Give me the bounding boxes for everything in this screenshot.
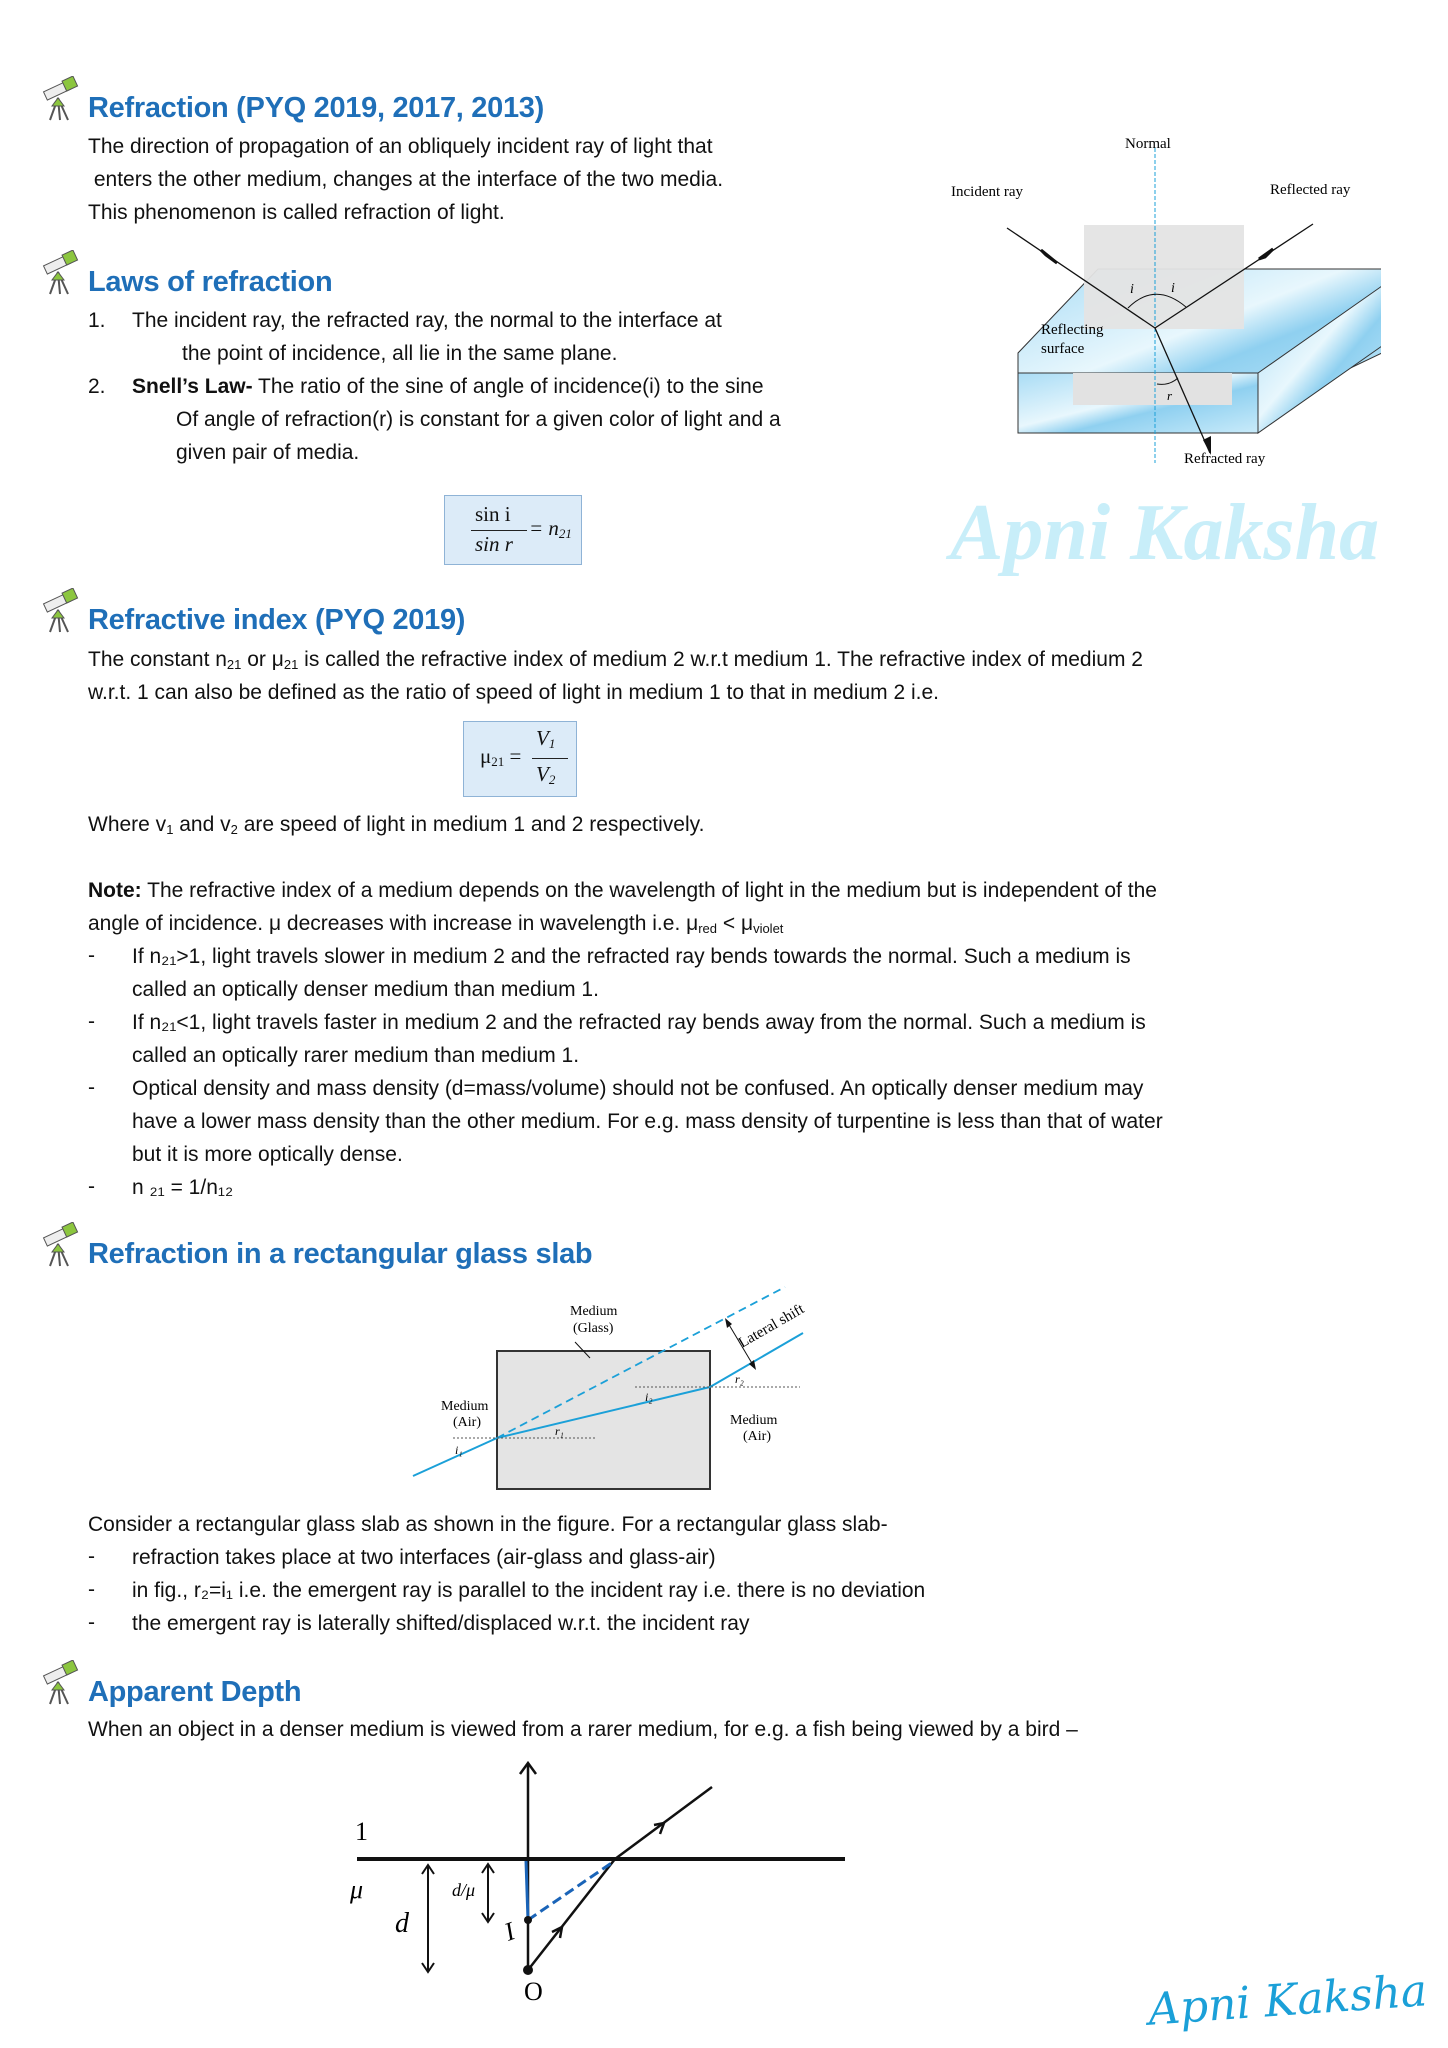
angle-label: i₁ [455, 1443, 463, 1457]
bullet-dash: - [88, 1611, 95, 1634]
paragraph-line: enters the other medium, changes at the interface of the two media. [88, 168, 724, 191]
angle-i-label: i [1130, 282, 1134, 297]
text: The ratio of the sine of angle of incidence(i) to the sine [252, 375, 764, 398]
heading-glass-slab: Refraction in a rectangular glass slab [88, 1238, 593, 1270]
bullet-line: but it is more optically dense. [132, 1143, 403, 1166]
medium-air-label: Medium [441, 1399, 489, 1414]
list-item-line: The incident ray, the refracted ray, the normal to the interface at [132, 309, 722, 332]
bullet-line: the emergent ray is laterally shifted/displaced w.r.t. the incident ray [132, 1612, 750, 1635]
list-item-line: given pair of media. [176, 441, 360, 464]
object-label: O [524, 1977, 543, 2006]
formula-denominator: sin r [475, 532, 513, 556]
bullet-dash: - [88, 1578, 95, 1601]
telescope-icon [38, 1222, 84, 1268]
bullet-line: have a lower mass density than the other medium. For e.g. mass density of turpentine is less than that of water [132, 1110, 1163, 1133]
paragraph-line: The constant $n_{21}$ or $\mu_{21}$ is called the refractive index of medium 2 w.r.t medium 1. The refractive index of medium 2 [88, 648, 1143, 672]
bullet-dash: - [88, 1010, 95, 1033]
surface-label: Reflecting [1041, 322, 1104, 338]
formula-numerator: $V_1$ [536, 726, 556, 751]
medium-air-label: Medium [730, 1413, 778, 1428]
incident-ray-label: Incident ray [951, 184, 1024, 200]
refractive-index-formula [463, 721, 577, 797]
telescope-icon [38, 76, 84, 122]
bullet-line: n ₂₁ = 1/n₁₂ [132, 1176, 234, 1199]
snells-law-formula [444, 495, 582, 565]
paragraph-line: Consider a rectangular glass slab as shown in the figure. For a rectangular glass slab- [88, 1513, 888, 1536]
snells-law-label: Snell’s Law- [132, 375, 253, 398]
medium-air-label: (Air) [743, 1429, 771, 1444]
upper-medium-label: 1 [355, 1817, 368, 1846]
angle-label: r₁ [555, 1424, 564, 1438]
reflected-ray-label: Reflected ray [1270, 182, 1351, 198]
list-number: 1. [88, 309, 106, 332]
bullet-line: in fig., r₂=i₁ i.e. the emergent ray is parallel to the incident ray i.e. there is no deviation [132, 1579, 926, 1602]
bullet-dash: - [88, 1545, 95, 1568]
apparent-depth-label: d/μ [452, 1880, 476, 1900]
heading-refractive-index: Refractive index (PYQ 2019) [88, 604, 466, 636]
heading-laws: Laws of refraction [88, 266, 333, 298]
refracted-ray-label: Refracted ray [1184, 451, 1266, 467]
medium-air-label: (Air) [453, 1415, 481, 1430]
paragraph-line: This phenomenon is called refraction of light. [88, 201, 505, 224]
telescope-icon [38, 250, 84, 296]
formula-denominator: $V_2$ [536, 762, 556, 787]
glass-slab-diagram [395, 1270, 845, 1500]
surface-label: surface [1041, 341, 1085, 357]
lower-medium-label: μ [350, 1875, 364, 1904]
angle-r-label: r [1167, 388, 1173, 403]
list-number: 2. [88, 375, 106, 398]
normal-label: Normal [1125, 136, 1171, 152]
refraction-diagram [921, 118, 1381, 478]
telescope-icon [38, 1660, 84, 1706]
image-label: I [500, 1916, 519, 1947]
note-line: Note: The refractive index of a medium depends on the wavelength of light in the medium but is independent of the [88, 879, 1157, 902]
note-label: Note: [88, 879, 142, 902]
watermark: Apni Kaksha [950, 489, 1380, 577]
list-item-line [132, 374, 764, 400]
apparent-depth-diagram [340, 1760, 980, 2048]
paragraph-line: w.r.t. 1 can also be defined as the ratio of speed of light in medium 1 to that in medium 2 i.e. [88, 681, 939, 704]
bullet-line: If n₂₁>1, light travels slower in medium 2 and the refracted ray bends towards the normal. Such a medium is [132, 945, 1131, 968]
formula-numerator: sin i [475, 502, 511, 526]
formula-rhs: = $n_{21}$ [529, 516, 572, 541]
bullet-line: If n₂₁<1, light travels faster in medium 2 and the refracted ray bends away from the normal. Such a medium is [132, 1011, 1146, 1034]
heading-refraction: Refraction (PYQ 2019, 2017, 2013) [88, 92, 544, 124]
paragraph-line: When an object in a denser medium is viewed from a rarer medium, for e.g. a fish being viewed by a bird – [88, 1718, 1078, 1741]
angle-label: r₂ [735, 1372, 744, 1386]
medium-glass-label: (Glass) [573, 1321, 614, 1336]
note-line: angle of incidence. μ decreases with increase in wavelength i.e. $\mu_{red} < \mu_{violet}$ [88, 912, 784, 936]
heading-apparent-depth: Apparent Depth [88, 1676, 302, 1708]
bullet-dash: - [88, 1175, 95, 1198]
list-item-line: the point of incidence, all lie in the same plane. [182, 342, 618, 365]
bullet-dash: - [88, 1076, 95, 1099]
depth-label: d [395, 1908, 409, 1939]
signature-logo: Apni Kaksha [1146, 1965, 1429, 2036]
bullet-line: refraction takes place at two interfaces (air-glass and glass-air) [132, 1546, 716, 1569]
formula-lhs: $\mu_{21}$ = [480, 744, 522, 769]
angle-label: i₂ [645, 1390, 653, 1404]
bullet-line: called an optically rarer medium than medium 1. [132, 1044, 580, 1067]
medium-glass-label: Medium [570, 1304, 618, 1319]
bullet-line: called an optically denser medium than medium 1. [132, 978, 599, 1001]
angle-i-label: i [1171, 281, 1175, 296]
paragraph-line: The direction of propagation of an obliquely incident ray of light that [88, 135, 713, 158]
paragraph-line: Where $v_1$ and $v_2$ are speed of light in medium 1 and 2 respectively. [88, 813, 705, 837]
bullet-dash: - [88, 944, 95, 967]
telescope-icon [38, 588, 84, 634]
bullet-line: Optical density and mass density (d=mass/volume) should not be confused. An optically denser medium may [132, 1077, 1144, 1100]
lateral-shift-label: Lateral shift [736, 1301, 808, 1352]
list-item-line: Of angle of refraction(r) is constant for a given color of light and a [176, 408, 781, 431]
